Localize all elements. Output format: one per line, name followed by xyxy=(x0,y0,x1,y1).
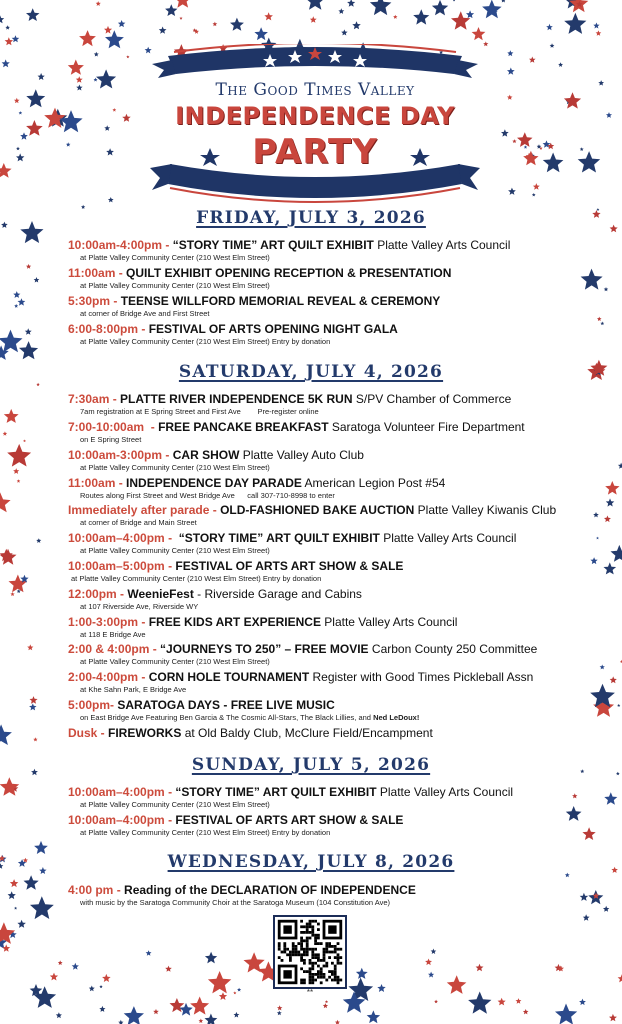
schedule-event xyxy=(68,503,608,528)
event-headline xyxy=(68,726,608,740)
event-time: 2:00-4:00pm xyxy=(68,670,139,684)
event-separator: - xyxy=(164,813,176,827)
schedule-event xyxy=(68,726,608,740)
event-headline xyxy=(68,587,608,601)
event-location-text: at Platte Valley Community Center (210 West Elm Street) xyxy=(80,546,270,555)
event-separator: - xyxy=(113,883,125,897)
day-heading-friday: FRIDAY, JULY 3, 2026 xyxy=(196,208,426,228)
event-location-text: at 107 Riverside Ave, Riverside WY xyxy=(80,602,199,611)
schedule-event xyxy=(68,420,608,445)
event-headline xyxy=(68,559,608,573)
event-title: CORN HOLE TOURNAMENT xyxy=(148,670,310,684)
schedule-event xyxy=(68,642,608,667)
event-time: 10:00am–4:00pm xyxy=(68,531,165,545)
event-organizer: American Legion Post #54 xyxy=(301,476,446,490)
event-location-text: on E Spring Street xyxy=(80,435,142,444)
event-location-text: at Khe Sahn Park, E Bridge Ave xyxy=(80,685,187,694)
schedule-event xyxy=(68,448,608,473)
event-location-text: 7am registration at E Spring Street and First Ave Pre-register online xyxy=(80,407,319,416)
event-separator: - xyxy=(144,420,159,434)
banner-party-word: PARTY xyxy=(252,132,378,172)
event-location-text: at Platte Valley Community Center (210 West Elm Street) Entry by donation xyxy=(80,337,331,346)
schedule-event xyxy=(68,238,608,263)
event-title: FREE PANCAKE BREAKFAST xyxy=(158,420,329,434)
event-separator: - xyxy=(110,294,121,308)
event-organizer: at Old Baldy Club, McClure Field/Encampment xyxy=(181,726,433,740)
event-time: 1:00-3:00pm xyxy=(68,615,139,629)
event-headline xyxy=(68,785,608,799)
event-time: Immediately after parade xyxy=(68,503,210,517)
event-title: INDEPENDENCE DAY PARADE xyxy=(126,476,302,490)
event-separator: - xyxy=(116,587,128,601)
schedule-event xyxy=(68,587,608,612)
event-location-text: Routes along First Street and West Bridge Ave call 307-710-8998 to enter xyxy=(80,491,335,500)
event-location xyxy=(68,800,608,810)
event-location-text: at corner of Bridge Ave and First Street xyxy=(80,309,210,318)
event-location xyxy=(68,435,608,445)
event-title: QUILT EXHIBIT OPENING RECEPTION & PRESENTATION xyxy=(126,266,452,280)
event-headline xyxy=(68,294,608,308)
event-organizer: Platte Valley Arts Council xyxy=(373,238,511,252)
event-location xyxy=(68,309,608,319)
schedule-event xyxy=(68,392,608,417)
schedule-event xyxy=(68,813,608,838)
event-location xyxy=(68,630,608,640)
event-title: FESTIVAL OF ARTS ART SHOW & SALE xyxy=(175,559,404,573)
event-location-text: at Platte Valley Community Center (210 West Elm Street) xyxy=(80,253,270,262)
event-headline xyxy=(68,503,608,517)
event-title: FREE KIDS ART EXPERIENCE xyxy=(148,615,321,629)
event-time: 10:00am–4:00pm xyxy=(68,785,165,799)
day-heading-wednesday: WEDNESDAY, JULY 8, 2026 xyxy=(167,852,455,872)
event-separator: - xyxy=(138,615,149,629)
event-title: TEENSE WILLFORD MEMORIAL REVEAL & CEREMONY xyxy=(120,294,441,308)
event-title: “STORY TIME” ART QUILT EXHIBIT xyxy=(172,238,374,252)
event-location xyxy=(68,685,608,695)
event-title: CAR SHOW xyxy=(172,448,240,462)
event-time: 2:00 & 4:00pm xyxy=(68,642,150,656)
event-separator: - xyxy=(138,670,149,684)
schedule-event xyxy=(68,476,608,501)
event-location xyxy=(68,491,608,501)
event-location-text: at Platte Valley Community Center (210 West Elm Street) Entry by donation xyxy=(80,828,331,837)
event-location-text: at Platte Valley Community Center (210 West Elm Street) xyxy=(80,657,270,666)
event-organizer: Platte Valley Auto Club xyxy=(239,448,364,462)
event-title: “STORY TIME” ART QUILT EXHIBIT xyxy=(178,531,380,545)
event-headline xyxy=(68,813,608,827)
event-separator: - xyxy=(115,476,127,490)
event-headline xyxy=(68,698,608,712)
event-headline xyxy=(68,531,608,545)
event-location-text: at Platte Valley Community Center (210 West Elm Street) xyxy=(80,800,270,809)
event-time: 7:00-10:00am xyxy=(68,420,145,434)
event-time: 4:00 pm xyxy=(68,883,114,897)
event-title: Reading of the DECLARATION OF INDEPENDENCE xyxy=(124,883,416,897)
event-location xyxy=(68,463,608,473)
event-headline xyxy=(68,883,608,897)
event-title: “STORY TIME” ART QUILT EXHIBIT xyxy=(175,785,377,799)
event-organizer: Saratoga Volunteer Fire Department xyxy=(328,420,525,434)
event-separator: - xyxy=(162,448,173,462)
qr-code[interactable] xyxy=(273,915,347,989)
schedule-event xyxy=(68,785,608,810)
event-location-text: at Platte Valley Community Center (210 West Elm Street) Entry by donation xyxy=(71,574,322,583)
event-time: 11:00am xyxy=(68,476,116,490)
schedule-event xyxy=(68,670,608,695)
day-heading-sunday: SUNDAY, JULY 5, 2026 xyxy=(191,755,431,775)
event-title: “JOURNEYS TO 250” – FREE MOVIE xyxy=(160,642,369,656)
event-headline xyxy=(68,476,608,490)
event-headline xyxy=(68,615,608,629)
event-title: PLATTE RIVER INDEPENDENCE 5K RUN xyxy=(120,392,353,406)
event-title: FIREWORKS xyxy=(108,726,182,740)
event-title: FESTIVAL OF ARTS OPENING NIGHT GALA xyxy=(148,322,398,336)
schedule-event xyxy=(68,322,608,347)
event-separator: - xyxy=(97,726,109,740)
schedule-event xyxy=(68,698,608,723)
event-location xyxy=(68,574,608,584)
event-organizer: S/PV Chamber of Commerce xyxy=(352,392,512,406)
event-organizer: Carbon County 250 Committee xyxy=(368,642,538,656)
schedule-event xyxy=(68,615,608,640)
event-time: 10:00am–4:00pm xyxy=(68,813,165,827)
schedule-event xyxy=(68,883,608,908)
event-location xyxy=(68,253,608,263)
banner-kicker: The Good Times Valley xyxy=(215,80,415,100)
event-time: 10:00am-4:00pm xyxy=(68,238,163,252)
event-time: 10:00am-3:00pm xyxy=(68,448,163,462)
event-separator: - xyxy=(138,322,149,336)
banner-event-name: INDEPENDENCE DAY xyxy=(175,102,455,130)
event-time: 11:00am xyxy=(68,266,116,280)
event-location xyxy=(68,518,608,528)
title-banner xyxy=(150,44,480,204)
schedule-event xyxy=(68,531,608,556)
event-separator: - xyxy=(115,266,127,280)
event-location xyxy=(68,281,608,291)
event-time: Dusk xyxy=(68,726,98,740)
event-headline xyxy=(68,420,608,434)
event-headliner: Ned LeDoux! xyxy=(373,713,420,722)
event-title: OLD-FASHIONED BAKE AUCTION xyxy=(220,503,415,517)
event-separator: - xyxy=(209,503,221,517)
event-separator: - xyxy=(149,642,161,656)
event-time: 12:00pm xyxy=(68,587,117,601)
event-time: 5:30pm xyxy=(68,294,111,308)
event-time: 5:00pm xyxy=(68,698,111,712)
event-headline xyxy=(68,670,608,684)
event-organizer: Platte Valley Arts Council xyxy=(320,615,458,629)
event-separator: - xyxy=(162,238,173,252)
event-headline xyxy=(68,392,608,406)
event-location-text: at 118 E Bridge Ave xyxy=(80,630,146,639)
event-location xyxy=(68,602,608,612)
event-title: SARATOGA DAYS - FREE LIVE MUSIC xyxy=(117,698,335,712)
event-organizer: Platte Valley Kiwanis Club xyxy=(414,503,557,517)
event-location xyxy=(68,337,608,347)
event-location xyxy=(68,407,608,417)
event-location-text: at corner of Bridge and Main Street xyxy=(80,518,197,527)
event-location-text: at Platte Valley Community Center (210 West Elm Street) xyxy=(80,463,270,472)
event-headline xyxy=(68,642,608,656)
event-headline xyxy=(68,448,608,462)
event-time: 7:30am xyxy=(68,392,110,406)
event-organizer: - Riverside Garage and Cabins xyxy=(193,587,362,601)
schedule-event xyxy=(68,294,608,319)
qr-caption: ** xyxy=(306,988,314,997)
event-location xyxy=(68,657,608,667)
event-headline xyxy=(68,266,608,280)
event-separator: - xyxy=(110,698,118,712)
event-location xyxy=(68,828,608,838)
event-location xyxy=(68,898,608,908)
event-organizer: Platte Valley Arts Council xyxy=(376,785,514,799)
event-headline xyxy=(68,238,608,252)
event-time: 10:00am–5:00pm xyxy=(68,559,165,573)
event-separator: - xyxy=(164,785,176,799)
event-headline xyxy=(68,322,608,336)
event-separator: - xyxy=(164,531,179,545)
event-separator: - xyxy=(164,559,176,573)
event-location-text: on East Bridge Ave Featuring Ben Garcia & The Cosmic All-Stars, The Black Lillies, and xyxy=(80,713,374,722)
event-organizer: Platte Valley Arts Council xyxy=(379,531,517,545)
schedule-event xyxy=(68,559,608,584)
schedule-event xyxy=(68,266,608,291)
event-location xyxy=(68,713,608,723)
event-organizer: Register with Good Times Pickleball Assn xyxy=(309,670,534,684)
event-title: FESTIVAL OF ARTS ART SHOW & SALE xyxy=(175,813,404,827)
event-time: 6:00-8:00pm xyxy=(68,322,139,336)
event-separator: - xyxy=(109,392,121,406)
event-location-text: with music by the Saratoga Community Choir at the Saratoga Museum (104 Constitution Ave) xyxy=(80,898,391,907)
event-location-text: at Platte Valley Community Center (210 West Elm Street) xyxy=(80,281,270,290)
day-heading-saturday: SATURDAY, JULY 4, 2026 xyxy=(178,362,444,382)
event-location xyxy=(68,546,608,556)
event-title: WeenieFest xyxy=(127,587,194,601)
